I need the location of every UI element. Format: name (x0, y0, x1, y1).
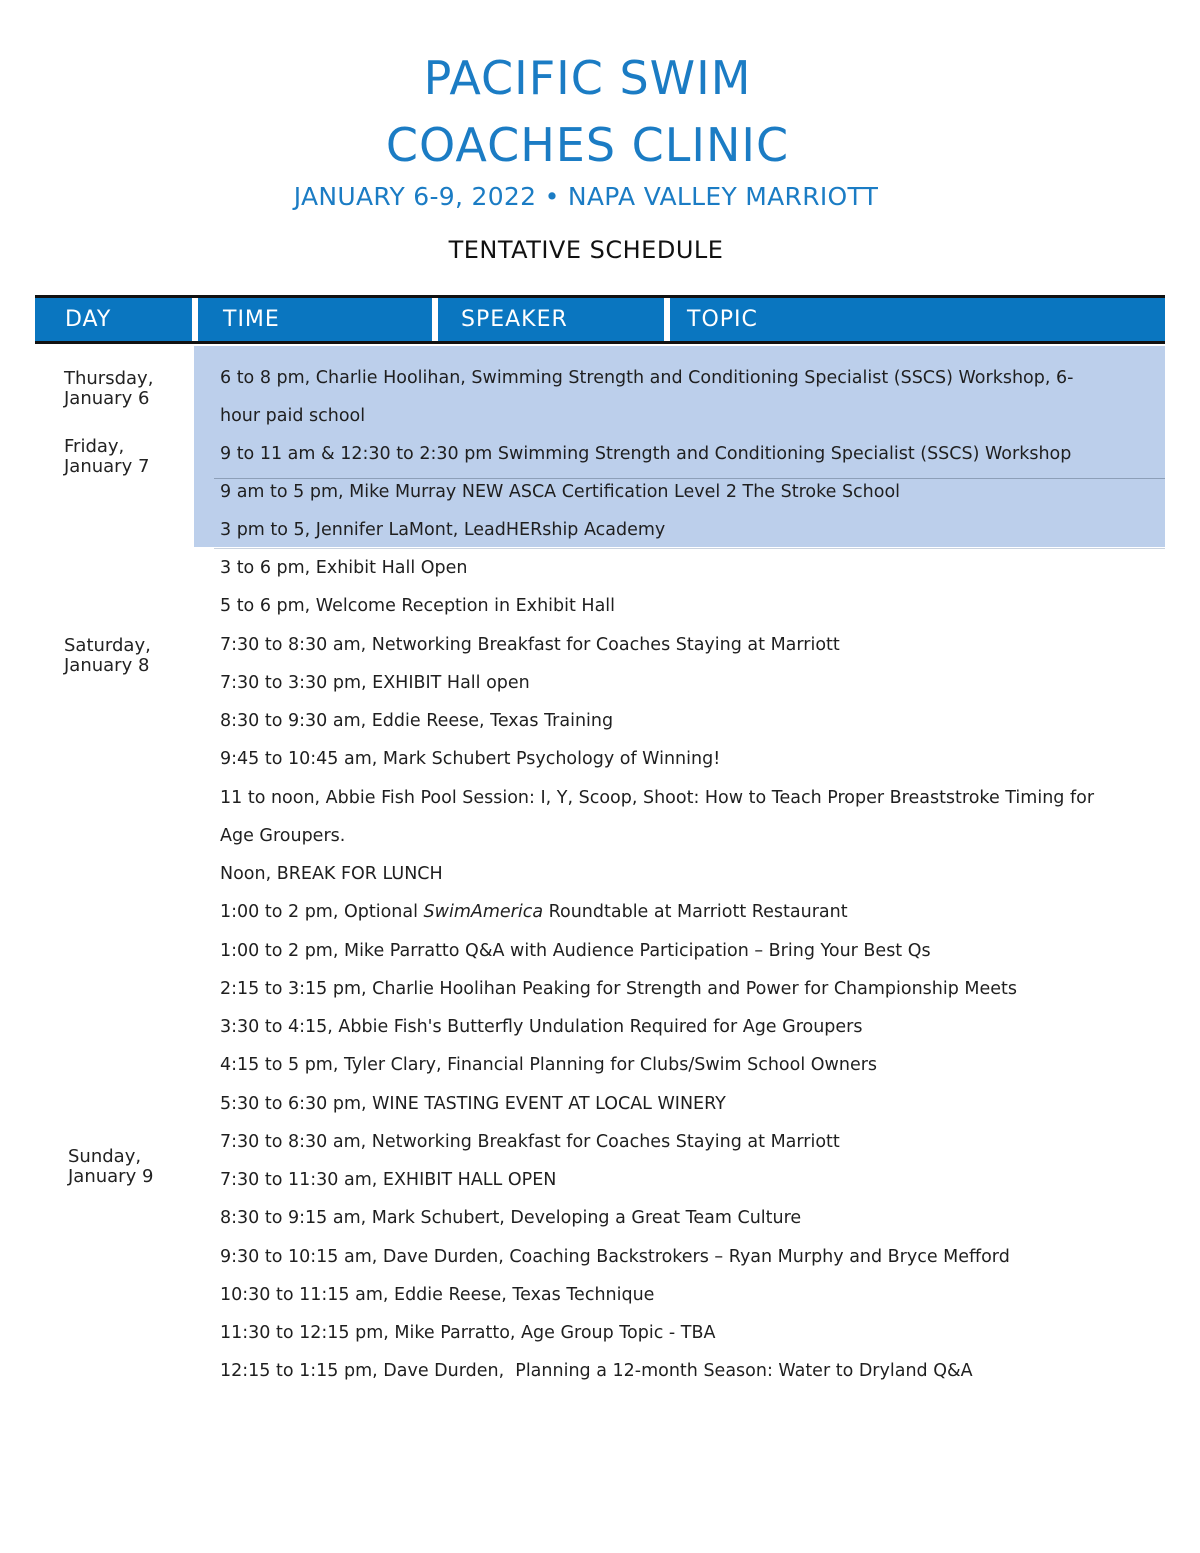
schedule-entry: 11 to noon, Abbie Fish Pool Session: I, Y, Scoop, Shoot: How to Teach Proper Breaststroke Timing for (220, 788, 1095, 808)
column-header-day: DAY (65, 307, 112, 332)
schedule-entry (220, 893, 1150, 931)
schedule-heading: TENTATIVE SCHEDULE (448, 236, 724, 264)
schedule-entry: 8:30 to 9:30 am, Eddie Reese, Texas Training (220, 711, 614, 731)
schedule-entry: 7:30 to 11:30 am, EXHIBIT HALL OPEN (220, 1170, 557, 1190)
schedule-entry: 9 to 11 am & 12:30 to 2:30 pm Swimming Strength and Conditioning Specialist (SSCS) Workshop (220, 444, 1072, 464)
page-title-line2: COACHES CLINIC (385, 118, 790, 172)
schedule-entry: Age Groupers. (220, 826, 346, 846)
event-subtitle: JANUARY 6-9, 2022 • NAPA VALLEY MARRIOTT (293, 182, 879, 211)
schedule-entry: 9 am to 5 pm, Mike Murray NEW ASCA Certification Level 2 The Stroke School (220, 482, 901, 502)
schedule-entry: 4:15 to 5 pm, Tyler Clary, Financial Planning for Clubs/Swim School Owners (220, 1055, 878, 1075)
schedule-entry: 3 to 6 pm, Exhibit Hall Open (220, 558, 468, 578)
schedule-entry: 3 pm to 5, Jennifer LaMont, LeadHERship Academy (220, 520, 666, 540)
schedule-entry: 10:30 to 11:15 am, Eddie Reese, Texas Technique (220, 1285, 655, 1305)
column-header-topic: TOPIC (687, 307, 758, 332)
table-header (35, 295, 1165, 344)
schedule-entry: 8:30 to 9:15 am, Mark Schubert, Developing a Great Team Culture (220, 1208, 802, 1228)
schedule-entry: 2:15 to 3:15 pm, Charlie Hoolihan Peaking for Strength and Power for Championship Meets (220, 979, 1018, 999)
column-header-time: TIME (223, 307, 280, 332)
schedule-entry: 7:30 to 8:30 am, Networking Breakfast for Coaches Staying at Marriott (220, 635, 840, 655)
schedule-entry: 6 to 8 pm, Charlie Hoolihan, Swimming Strength and Conditioning Specialist (SSCS) Workshop, 6- (220, 368, 1074, 388)
day-label-friday: Friday, January 7 (64, 436, 150, 477)
swimamerica-program-name: SwimAmerica (423, 902, 544, 922)
schedule-entry: hour paid school (220, 406, 366, 426)
day-label-saturday: Saturday, January 8 (64, 635, 151, 676)
column-divider (192, 298, 198, 341)
column-header-speaker: SPEAKER (461, 307, 568, 332)
column-divider (432, 298, 438, 341)
schedule-entry: Noon, BREAK FOR LUNCH (220, 864, 443, 884)
schedule-entry: 7:30 to 8:30 am, Networking Breakfast for Coaches Staying at Marriott (220, 1132, 840, 1152)
entry-text: 1:00 to 2 pm, Optional (220, 902, 424, 922)
schedule-entry: 5:30 to 6:30 pm, WINE TASTING EVENT AT LOCAL WINERY (220, 1094, 726, 1114)
page-title-line1: PACIFIC SWIM (423, 51, 752, 105)
schedule-entry: 9:30 to 10:15 am, Dave Durden, Coaching Backstrokers – Ryan Murphy and Bryce Mefford (220, 1247, 1010, 1267)
schedule-entry: 7:30 to 3:30 pm, EXHIBIT Hall open (220, 673, 530, 693)
day-label-sunday: Sunday, January 9 (68, 1146, 154, 1187)
schedule-entry: 3:30 to 4:15, Abbie Fish's Butterfly Undulation Required for Age Groupers (220, 1017, 863, 1037)
schedule-entry: 9:45 to 10:45 am, Mark Schubert Psychology of Winning! (220, 749, 721, 769)
schedule-entry: 5 to 6 pm, Welcome Reception in Exhibit Hall (220, 596, 616, 616)
schedule-entry: 12:15 to 1:15 pm, Dave Durden, Planning a 12-month Season: Water to Dryland Q&A (220, 1361, 973, 1381)
day-label-thursday: Thursday, January 6 (64, 368, 154, 409)
schedule-entry: 11:30 to 12:15 pm, Mike Parratto, Age Group Topic - TBA (220, 1323, 716, 1343)
entry-text: Roundtable at Marriott Restaurant (543, 902, 848, 922)
schedule-entry: 1:00 to 2 pm, Mike Parratto Q&A with Audience Participation – Bring Your Best Qs (220, 941, 931, 961)
column-divider (664, 298, 670, 341)
